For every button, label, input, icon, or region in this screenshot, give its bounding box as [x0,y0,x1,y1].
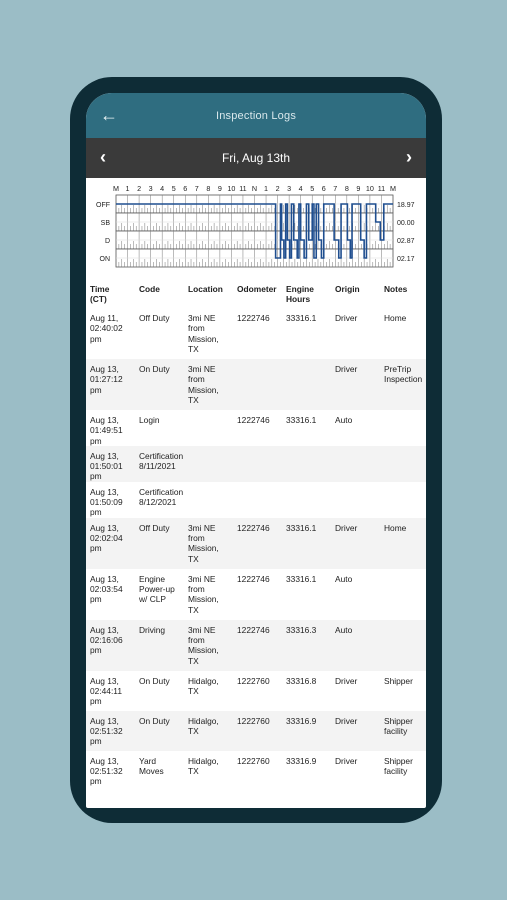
hour-label: 6 [183,184,188,193]
cell-location: 3mi NE from Mission, TX [184,359,233,410]
cell-location [184,410,233,446]
cell-origin: Driver [335,675,358,686]
duty-status-graph-svg [86,178,426,278]
cell-engine-hours: 33316.9 [286,755,317,766]
cell-time: Aug 11, 02:40:02 pm [90,313,123,344]
hour-label: 8 [206,184,211,193]
hour-label: 5 [171,184,176,193]
hour-label: 11 [377,184,386,193]
hour-label: 7 [333,184,338,193]
app-bar [86,93,426,138]
cell-time: Aug 13, 02:03:54 pm [90,573,123,605]
cell-code: On Duty [139,675,170,686]
hour-label: 10 [227,184,236,193]
hour-label: M [390,184,396,193]
table-row[interactable] [86,751,426,791]
cell-code: Certification 8/12/2021 [139,486,184,508]
hour-label: 6 [321,184,326,193]
cell-origin: Auto [335,573,353,584]
cell-odometer: 1222746 [233,518,282,569]
status-label: ON [99,256,110,263]
cell-time: Aug 13, 02:51:32 pm [86,711,135,751]
app-screen [86,93,426,808]
hour-label: 11 [239,184,247,193]
cell-location: Hidalgo, TX [184,711,233,751]
header-engine-hours: Engine Hours [282,278,331,308]
cell-location [184,446,233,482]
table-row[interactable] [86,711,426,751]
cell-code: On Duty [135,711,184,751]
cell-notes [380,620,426,671]
cell-time: Aug 13, 01:50:01 pm [86,446,135,482]
hour-label: 1 [264,184,269,193]
cell-origin: Driver [335,313,358,323]
cell-odometer [233,482,282,518]
cell-notes [380,569,426,620]
cell-code: Certification 8/11/2021 [135,446,184,482]
status-total: 02.87 [397,238,415,245]
cell-time: Aug 13, 01:27:12 pm [86,359,135,410]
header-code: Code [135,278,184,308]
header-origin: Origin [331,278,380,308]
header-notes: Notes [380,278,426,308]
page-title: Inspection Logs [215,109,297,122]
cell-odometer: 1222760 [237,755,270,766]
hour-label: 7 [194,184,199,193]
cell-notes: Home [380,518,426,569]
chevron-right-icon[interactable]: › [406,147,412,167]
cell-origin: Auto [335,415,353,425]
hour-label: 8 [344,184,349,193]
table-row[interactable] [86,620,426,671]
hour-label: 1 [125,184,130,193]
cell-location: Hidalgo, TX [188,675,219,696]
cell-time: Aug 13, 02:02:04 pm [86,518,135,569]
table-row[interactable] [86,671,426,711]
duty-status-graph [86,178,426,278]
cell-location: 3mi NE from Mission, TX [184,518,233,569]
table-header-row [86,278,426,308]
hour-label: 9 [217,184,222,193]
cell-engine-hours [282,359,331,410]
table-row[interactable] [86,569,426,620]
cell-odometer: 1222746 [237,415,270,425]
cell-engine-hours: 33316.8 [286,675,317,686]
hour-label: M [113,184,119,193]
phone-frame [70,77,442,823]
cell-code: Driving [135,620,184,671]
chevron-left-icon[interactable]: ‹ [100,147,106,167]
cell-notes: Home [384,313,407,323]
cell-time: Aug 13, 02:51:32 pm [90,755,123,787]
hour-label: 5 [310,184,315,193]
status-label: OFF [96,202,110,209]
cell-code: Engine Power-up w/ CLP [139,573,175,605]
cell-code: Yard Moves [139,755,164,776]
cell-time: Aug 13, 02:16:06 pm [86,620,135,671]
cell-engine-hours: 33316.3 [282,620,331,671]
cell-time: Aug 13, 02:44:11 pm [90,675,122,707]
status-total: 18.97 [397,202,415,209]
hour-label: N [251,184,258,193]
header-odometer: Odometer [233,278,282,308]
cell-origin: Driver [331,359,380,410]
table-row[interactable] [86,308,426,359]
hour-label: 3 [148,184,153,193]
hour-label: 3 [287,184,292,193]
cell-odometer [233,446,282,482]
cell-odometer [233,359,282,410]
cell-notes [380,446,426,482]
cell-code: Login [139,415,160,425]
cell-origin: Driver [331,711,380,751]
status-total: 00.00 [397,220,415,227]
table-row[interactable] [86,410,426,446]
cell-code: On Duty [135,359,184,410]
cell-time: Aug 13, 01:50:09 pm [90,486,123,518]
cell-engine-hours: 33316.1 [282,518,331,569]
table-row[interactable] [86,518,426,569]
back-arrow-icon[interactable]: ← [100,105,118,125]
cell-notes: Shipper facility [384,755,413,776]
cell-origin [331,482,380,518]
cell-odometer: 1222746 [237,313,270,323]
date-navigation-bar [86,138,426,178]
cell-origin [331,446,380,482]
table-row[interactable] [86,482,426,518]
current-date: Fri, Aug 13th [221,151,291,165]
hour-label: 4 [160,184,165,193]
cell-engine-hours [282,446,331,482]
cell-origin: Driver [335,755,358,766]
cell-engine-hours: 33316.9 [282,711,331,751]
cell-location: 3mi NE from Mission, TX [188,573,219,615]
cell-engine-hours [282,482,331,518]
cell-odometer: 1222760 [233,711,282,751]
cell-odometer: 1222746 [233,620,282,671]
status-label: D [104,238,110,245]
cell-notes [380,410,426,446]
cell-code: Off Duty [139,313,170,323]
cell-location: 3mi NE from Mission, TX [184,620,233,671]
cell-notes [380,482,426,518]
cell-origin: Auto [331,620,380,671]
cell-notes: Shipper [384,675,413,686]
hour-label: 9 [356,184,361,193]
hour-label: 4 [298,184,303,193]
table-row[interactable] [86,359,426,410]
cell-origin: Driver [331,518,380,569]
cell-engine-hours: 33316.1 [286,415,317,425]
hour-label: 2 [275,184,280,193]
cell-code: Off Duty [135,518,184,569]
cell-odometer: 1222746 [237,573,270,584]
cell-time: Aug 13, 01:49:51 pm [90,415,123,446]
table-row[interactable] [86,446,426,482]
inspection-log-table [86,278,426,791]
hour-label: 2 [137,184,142,193]
cell-odometer: 1222760 [237,675,270,686]
status-total: 02.17 [397,256,415,263]
cell-engine-hours: 33316.1 [286,313,317,323]
hour-label: 10 [365,184,374,193]
cell-location: Hidalgo, TX [188,755,219,776]
cell-engine-hours: 33316.1 [286,573,317,584]
cell-notes: PreTrip Inspection [380,359,426,410]
header-time: Time (CT) [86,278,135,308]
cell-notes: Shipper facility [380,711,426,751]
header-location: Location [184,278,233,308]
status-label: SB [100,220,110,227]
cell-location: 3mi NE from Mission, TX [188,313,219,354]
cell-location [184,482,233,518]
